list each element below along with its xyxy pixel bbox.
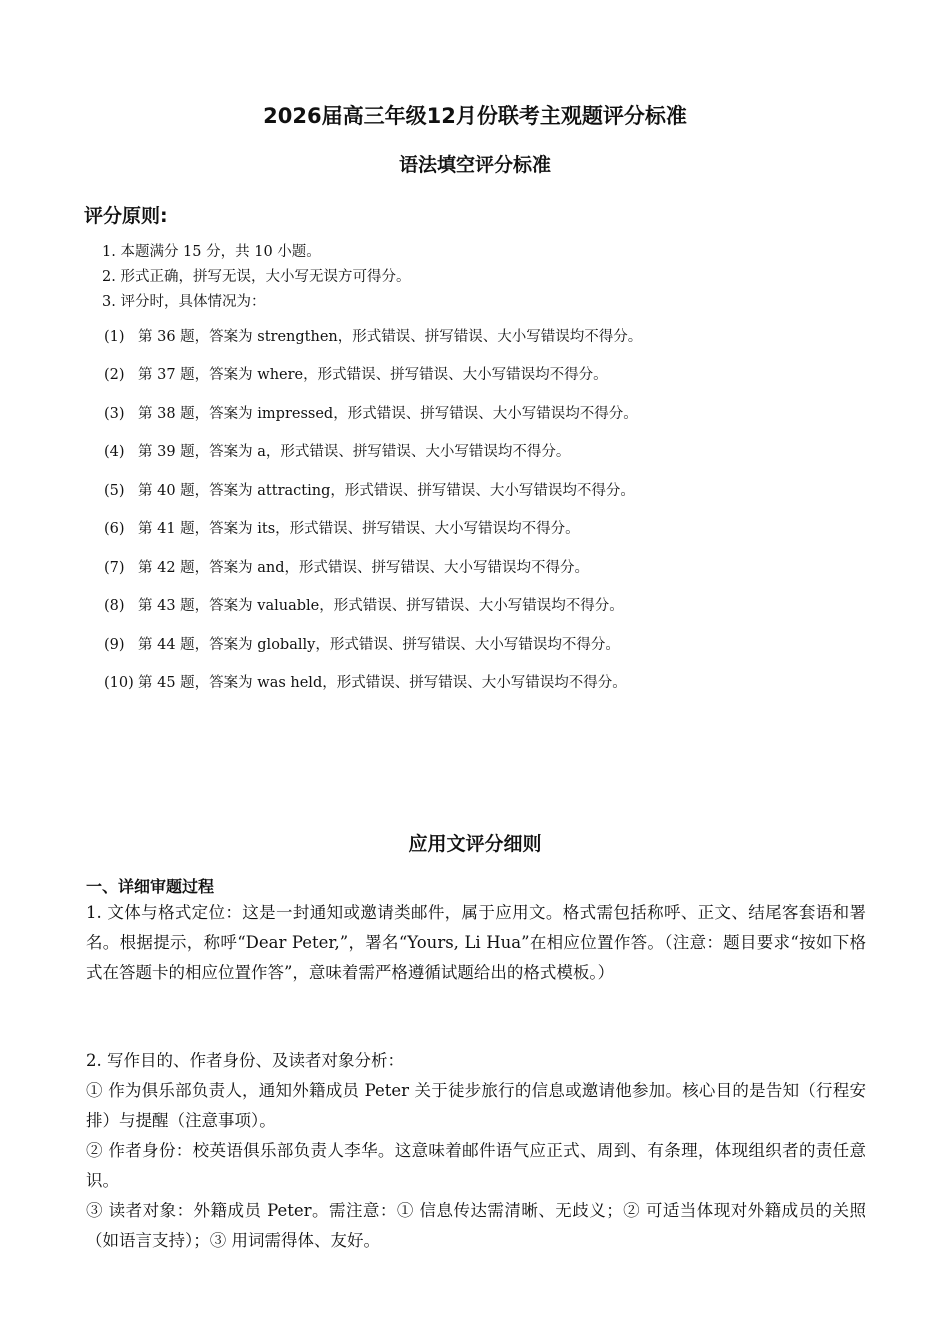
list-item bbox=[104, 440, 570, 461]
item-text: 第 37 题，答案为 where，形式错误、拼写错误、大小写错误均不得分。 bbox=[138, 367, 608, 383]
list-item bbox=[104, 594, 624, 615]
paragraph-1: 1. 文体与格式定位：这是一封通知或邀请类邮件，属于应用文。格式需包括称呼、正文、结尾客套语和署名。根据提示，称呼“Dear Peter,”，署名“Yours, Li Hua”在相应位置作答。（注意：题目要求“按如下格式在答题卡的相应位置作答”，意味着需严格遵循试题给出的格式模板。） bbox=[86, 903, 866, 982]
paragraph-4: ② 作者身份：校英语俱乐部负责人李华。这意味着邮件语气应正式、周到、有条理，体现组织者的责任意识。 bbox=[86, 1141, 866, 1190]
list-item bbox=[104, 671, 627, 692]
item-text: 第 40 题，答案为 attracting，形式错误、拼写错误、大小写错误均不得分。 bbox=[138, 483, 635, 499]
item-number: (5) bbox=[104, 483, 125, 499]
paragraph-2: 2. 写作目的、作者身份、及读者对象分析： bbox=[86, 1051, 404, 1070]
item-number: (10) bbox=[104, 675, 134, 691]
list-item bbox=[104, 479, 635, 500]
item-text: 第 43 题，答案为 valuable，形式错误、拼写错误、大小写错误均不得分。 bbox=[138, 598, 624, 614]
list-item bbox=[104, 363, 608, 384]
rule-2: 2. 形式正确，拼写无误，大小写无误方可得分。 bbox=[102, 269, 411, 285]
item-number: (2) bbox=[104, 367, 125, 383]
principle-heading: 评分原则: bbox=[84, 205, 168, 227]
document-title: 2026届高三年级12月份联考主观题评分标准 bbox=[263, 104, 687, 128]
item-number: (6) bbox=[104, 521, 125, 537]
item-number: (4) bbox=[104, 444, 125, 460]
item-number: (9) bbox=[104, 637, 125, 653]
paragraph-5: ③ 读者对象：外籍成员 Peter。需注意：① 信息传达需清晰、无歧义；② 可适当体现对外籍成员的关照（如语言支持）；③ 用词需得体、友好。 bbox=[86, 1201, 866, 1250]
item-text: 第 45 题，答案为 was held，形式错误、拼写错误、大小写错误均不得分。 bbox=[138, 675, 627, 691]
list-item bbox=[104, 517, 580, 538]
section-heading: 一、详细审题过程 bbox=[86, 877, 215, 896]
paragraph-3: ① 作为俱乐部负责人，通知外籍成员 Peter 关于徒步旅行的信息或邀请他参加。核心目的是告知（行程安排）与提醒（注意事项）。 bbox=[86, 1081, 866, 1130]
list-item bbox=[104, 402, 638, 423]
list-item bbox=[104, 325, 642, 346]
list-item bbox=[104, 556, 589, 577]
item-text: 第 44 题，答案为 globally，形式错误、拼写错误、大小写错误均不得分。 bbox=[138, 637, 620, 653]
item-text: 第 39 题，答案为 a，形式错误、拼写错误、大小写错误均不得分。 bbox=[138, 444, 571, 460]
item-number: (1) bbox=[104, 329, 125, 345]
item-number: (8) bbox=[104, 598, 125, 614]
rule-3: 3. 评分时，具体情况为： bbox=[102, 294, 266, 310]
item-text: 第 36 题，答案为 strengthen，形式错误、拼写错误、大小写错误均不得分。 bbox=[138, 329, 643, 345]
item-number: (3) bbox=[104, 406, 125, 422]
item-number: (7) bbox=[104, 560, 125, 576]
item-text: 第 38 题，答案为 impressed，形式错误、拼写错误、大小写错误均不得分。 bbox=[138, 406, 638, 422]
list-item bbox=[104, 633, 620, 654]
item-text: 第 41 题，答案为 its，形式错误、拼写错误、大小写错误均不得分。 bbox=[138, 521, 580, 537]
section-title-writing: 应用文评分细则 bbox=[408, 833, 542, 855]
section-title-grammar: 语法填空评分标准 bbox=[398, 154, 551, 176]
rule-1: 1. 本题满分 15 分，共 10 小题。 bbox=[102, 244, 321, 260]
item-text: 第 42 题，答案为 and，形式错误、拼写错误、大小写错误均不得分。 bbox=[138, 560, 590, 576]
